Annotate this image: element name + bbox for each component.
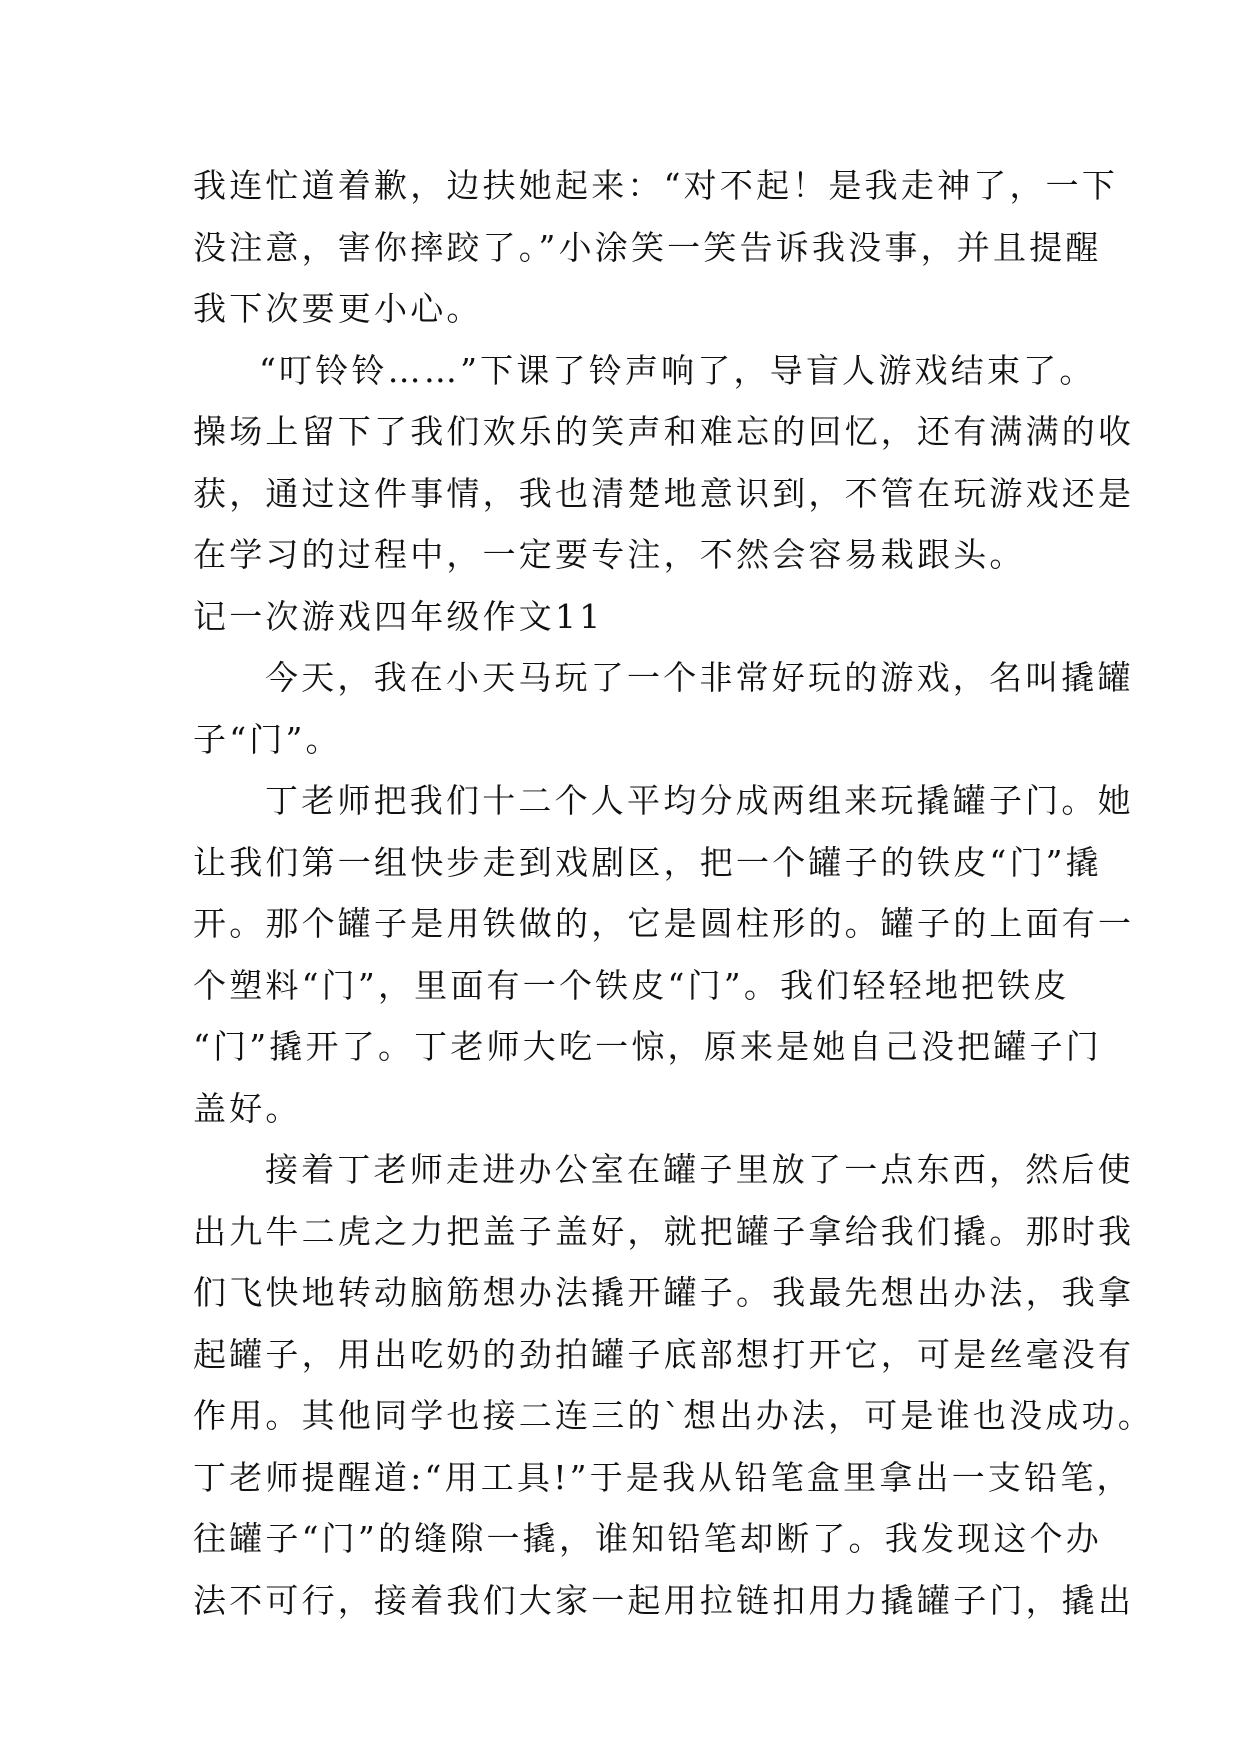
text-line: 让我们第一组快步走到戏剧区，把一个罐子的铁皮“门”撬 (193, 842, 1102, 882)
document-body (193, 155, 1154, 1631)
text-line: 子“门”。 (193, 719, 342, 759)
text-line: 获，通过这件事情，我也清楚地意识到，不管在玩游戏还是 (193, 473, 1135, 513)
text-line: 我下次要更小心。 (193, 289, 483, 328)
text-line: 盖好。 (193, 1088, 302, 1128)
text-line: 我连忙道着歉，边扶她起来：“对不起！是我走神了，一下 (193, 166, 1119, 205)
text-line: 没注意，害你摔跤了。”小涂笑一笑告诉我没事，并且提醒 (193, 227, 1102, 267)
text-line: 开。那个罐子是用铁做的，它是圆柱形的。罐子的上面有一 (193, 904, 1135, 943)
text-line: “叮铃铃……”下课了铃声响了，导盲人游戏结束了。 (259, 350, 1096, 390)
text-line: 在学习的过程中，一定要专注，不然会容易栽跟头。 (193, 535, 1026, 574)
text-line: 今天，我在小天马玩了一个非常好玩的游戏，名叫撬罐 (265, 658, 1134, 697)
text-line: 起罐子，用出吃奶的劲拍罐子底部想打开它，可是丝毫没有 (193, 1334, 1135, 1374)
text-line: 操场上留下了我们欢乐的笑声和难忘的回忆，还有满满的收 (193, 412, 1135, 451)
text-line: 个塑料“门”，里面有一个铁皮“门”。我们轻轻地把铁皮 (193, 965, 1070, 1005)
text-line: 们飞快地转动脑筋想办法撬开罐子。我最先想出办法，我拿 (193, 1273, 1135, 1312)
section-heading: 记一次游戏四年级作文11 (193, 596, 604, 636)
text-line: 接着丁老师走进办公室在罐子里放了一点东西，然后使 (265, 1150, 1134, 1189)
text-line: 丁老师提醒道:“用工具!”于是我从铅笔盒里拿出一支铅笔， (193, 1457, 1133, 1497)
text-line: 丁老师把我们十二个人平均分成两组来玩撬罐子门。她 (265, 781, 1134, 820)
text-line: “门”撬开了。丁老师大吃一惊，原来是她自己没把罐子门 (193, 1027, 1102, 1066)
text-line: 法不可行，接着我们大家一起用拉链扣用力撬罐子门，撬出 (193, 1580, 1135, 1620)
text-line: 往罐子“门”的缝隙一撬，谁知铅笔却断了。我发现这个办 (193, 1519, 1102, 1558)
text-line: 作用。其他同学也接二连三的`想出办法，可是谁也没成功。 (193, 1396, 1154, 1435)
text-line: 出九牛二虎之力把盖子盖好，就把罐子拿给我们撬。那时我 (193, 1211, 1135, 1251)
